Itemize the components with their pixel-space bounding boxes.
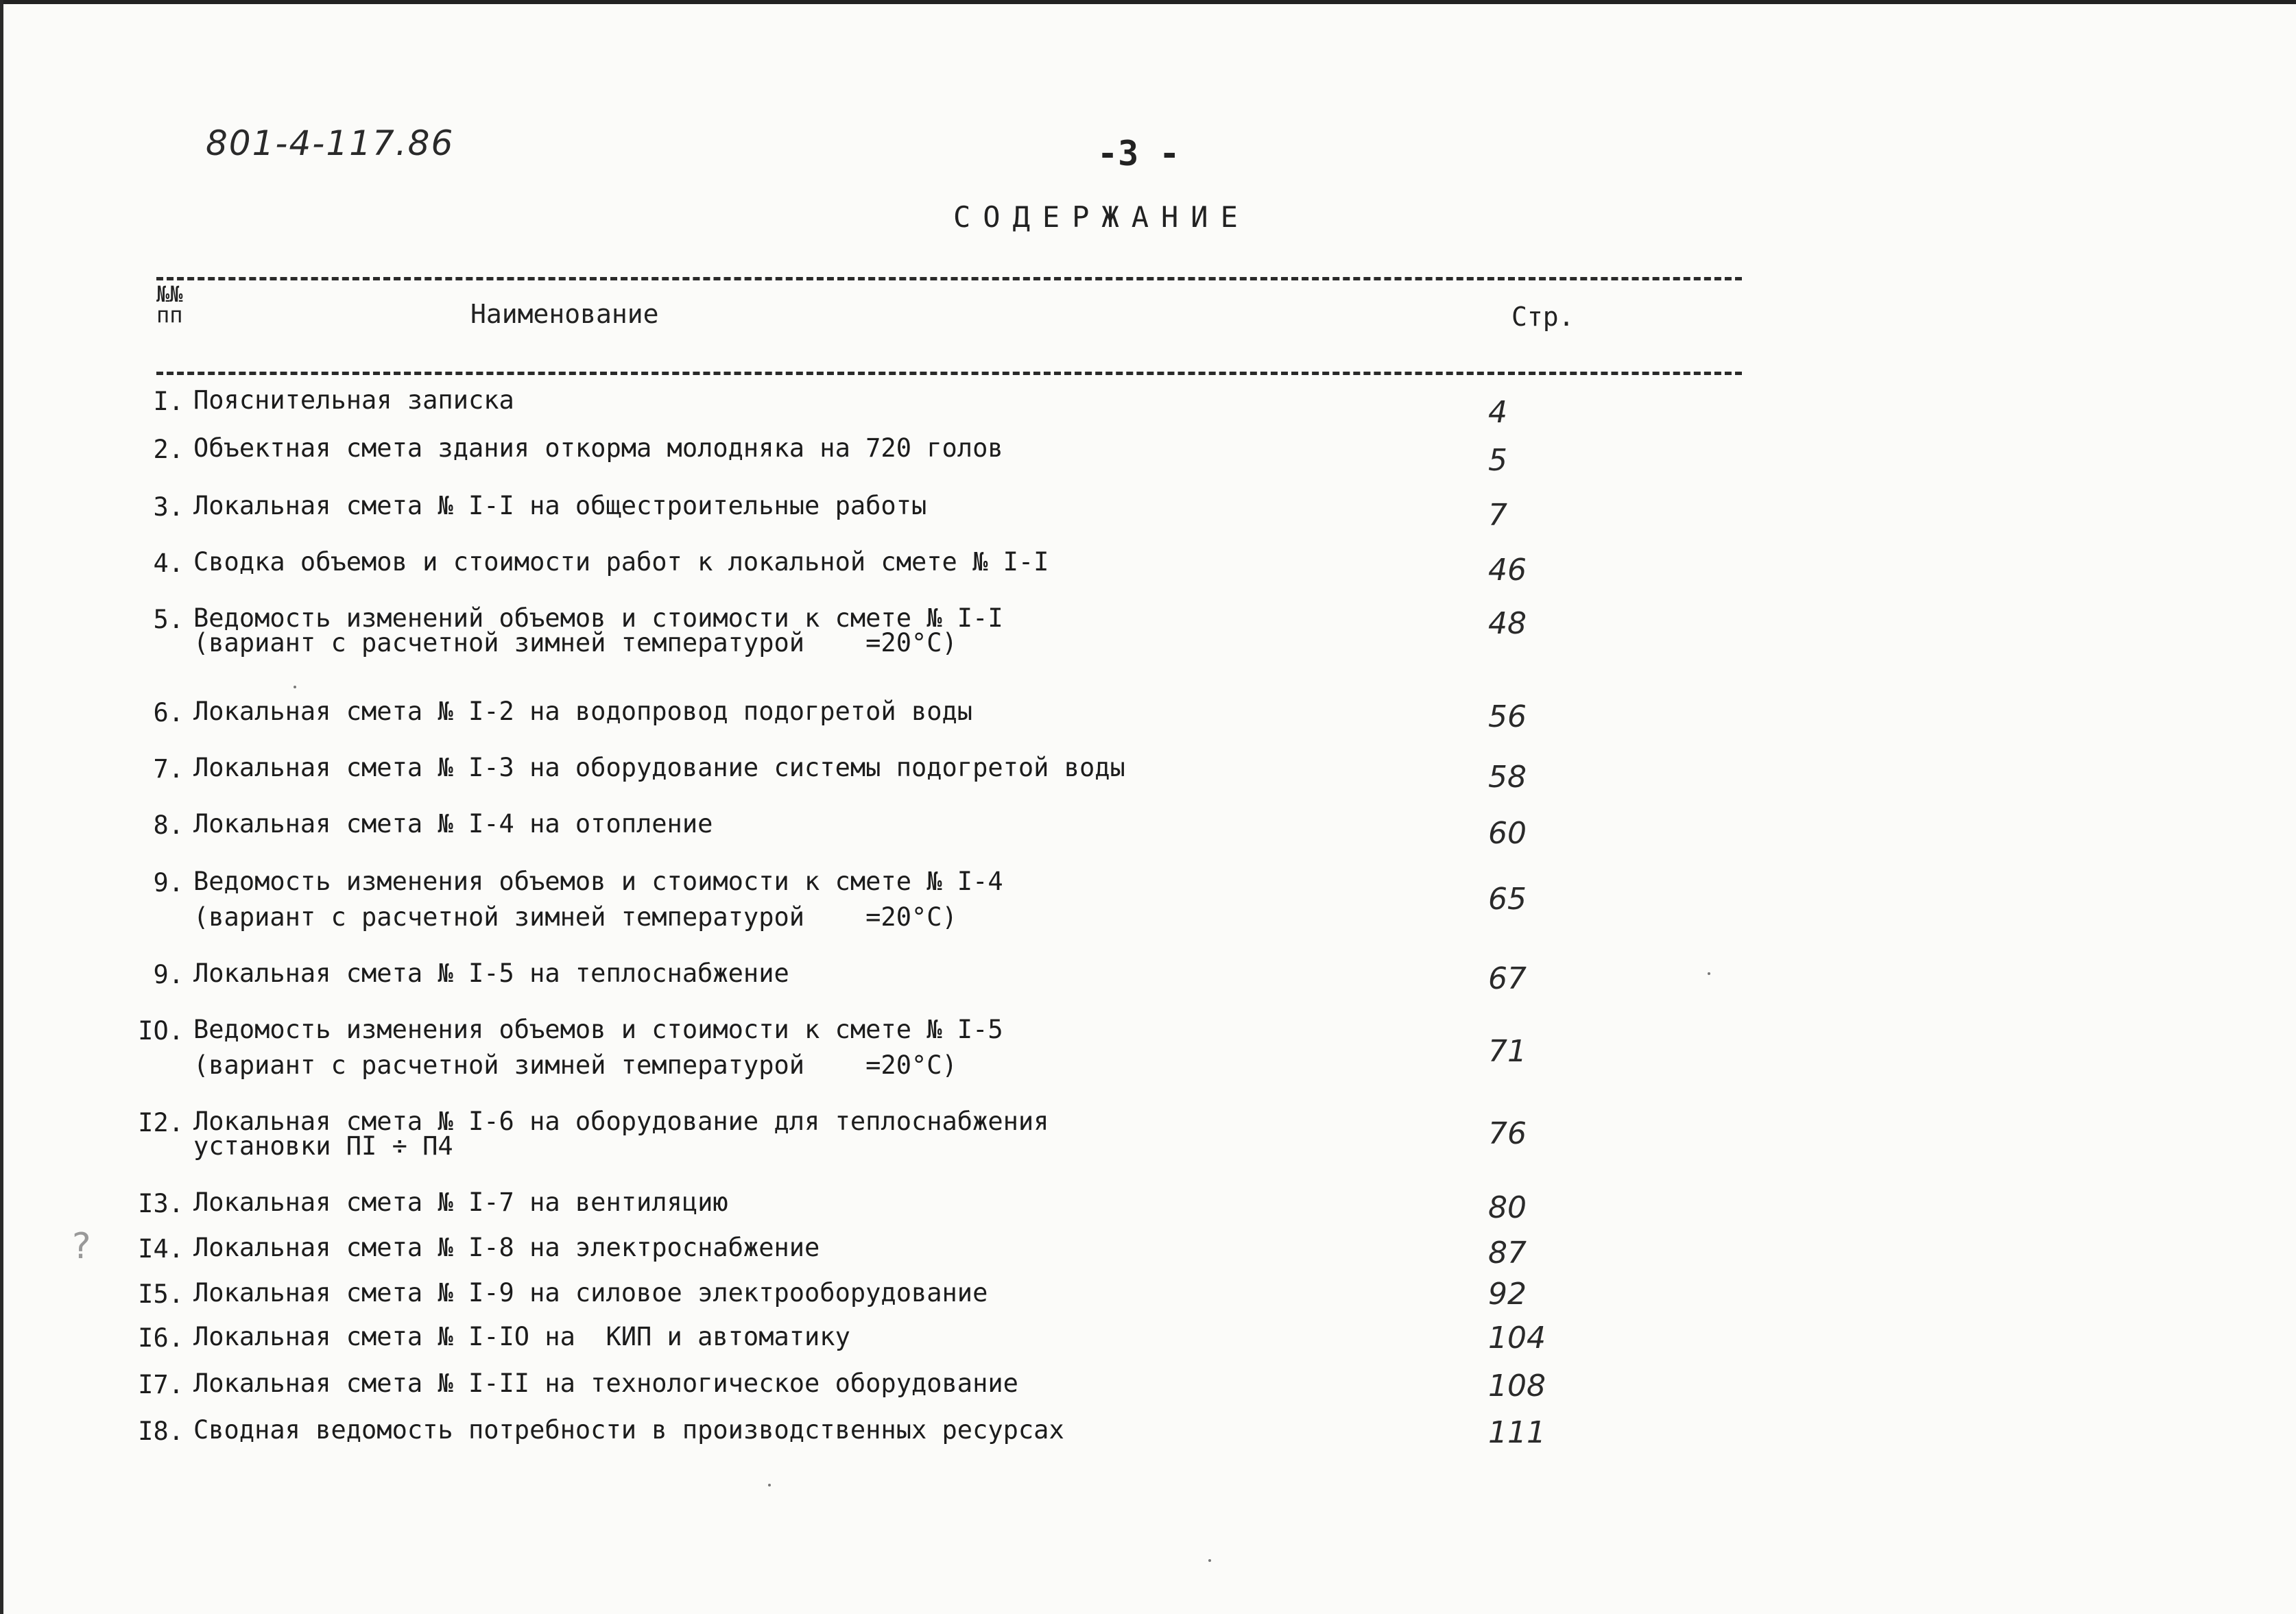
row-number: I. (153, 387, 184, 416)
row-number: 6. (153, 698, 184, 727)
row-title (193, 491, 1496, 520)
row-number: I7. (138, 1370, 184, 1399)
row-title-line-2: (вариант с расчетной зимней температурой =20°С) (193, 902, 957, 932)
row-number: 8. (153, 810, 184, 840)
row-number: 7. (153, 754, 184, 784)
row-title-line: Локальная смета № I-I на общестроительные работы (193, 491, 927, 520)
row-title (193, 1233, 1496, 1262)
row-page: 76 (1488, 1116, 1527, 1151)
scan-border-left (0, 0, 3, 1614)
row-title (193, 1322, 1496, 1351)
row-title-line: Пояснительная записка (193, 385, 514, 415)
row-number: I5. (138, 1279, 184, 1309)
row-title-line: Локальная смета № I-6 на оборудование для теплоснабжения (193, 1107, 1049, 1136)
row-page: 87 (1488, 1236, 1527, 1270)
row-page: 111 (1488, 1415, 1546, 1450)
row-title-line-2: (вариант с расчетной зимней температурой =20°С) (193, 1050, 957, 1080)
header-number-label: №№ пп (156, 281, 183, 328)
header-page-column: Стр. (1511, 302, 1575, 332)
margin-question-mark: ? (72, 1226, 91, 1267)
row-title-line: Локальная смета № I-3 на оборудование системы подогретой воды (193, 753, 1125, 782)
row-title-line: Локальная смета № I-4 на отопление (193, 809, 713, 839)
row-title-line-2: установки ПI ÷ П4 (193, 1131, 453, 1161)
scan-speck (1208, 1559, 1211, 1562)
row-page: 108 (1488, 1369, 1546, 1404)
row-title-line: Локальная смета № I-9 на силовое электрооборудование (193, 1278, 988, 1308)
scan-border-top (0, 0, 2296, 4)
row-title (193, 1278, 1496, 1308)
header-bottom-rule (156, 372, 1742, 375)
row-page: 67 (1488, 961, 1527, 996)
row-title-line: Сводная ведомость потребности в производственных ресурсах (193, 1415, 1064, 1445)
row-title (193, 385, 1496, 415)
row-title-line: Локальная смета № I-8 на электроснабжение (193, 1233, 820, 1262)
row-title (193, 1190, 1496, 1215)
row-title-line: Локальная смета № I-2 на водопровод подогретой воды (193, 697, 973, 726)
row-number: I3. (138, 1189, 184, 1218)
row-number: 4. (153, 549, 184, 578)
row-number: I8. (138, 1417, 184, 1446)
row-number: I4. (138, 1234, 184, 1264)
row-title-line: Сводка объемов и стоимости работ к локальной смете № I-I (193, 547, 1049, 577)
row-page: 58 (1488, 760, 1527, 795)
row-title (193, 1109, 1496, 1159)
row-title (193, 1017, 1496, 1078)
row-title-line: Объектная смета здания откорма молодняка на 720 голов (193, 433, 1003, 463)
row-title (193, 1371, 1496, 1396)
row-title (193, 961, 1496, 986)
row-title-line-2: (вариант с расчетной зимней температурой =20°С) (193, 628, 957, 658)
row-page: 65 (1488, 882, 1527, 917)
header-number-column (156, 281, 183, 328)
row-title (193, 809, 1496, 839)
row-number: 2. (153, 435, 184, 464)
row-title-line: Локальная смета № I-5 на теплоснабжение (193, 959, 789, 988)
row-page: 7 (1488, 498, 1507, 533)
row-number: IO. (138, 1016, 184, 1046)
scan-speck (294, 686, 296, 688)
row-title-line: Локальная смета № I-II на технологическое оборудование (193, 1369, 1018, 1398)
row-page: 48 (1488, 606, 1527, 641)
scan-speck (1708, 972, 1710, 975)
row-title (193, 753, 1496, 782)
header-top-rule (156, 277, 1742, 280)
row-page: 71 (1488, 1034, 1527, 1069)
row-title (193, 1415, 1496, 1445)
row-page: 92 (1488, 1277, 1527, 1312)
row-page: 4 (1488, 395, 1507, 430)
row-title-line: Локальная смета № I-IO на КИП и автоматику (193, 1322, 850, 1351)
row-title-line: Ведомость изменения объемов и стоимости к смете № I-4 (193, 867, 1003, 896)
row-title-line: Ведомость изменений объемов и стоимости к смете № I-I (193, 603, 1003, 633)
row-title-line: Ведомость изменения объемов и стоимости к смете № I-5 (193, 1015, 1003, 1044)
row-number: 9. (153, 868, 184, 898)
document-code: 801-4-117.86 (206, 123, 455, 163)
row-number: I2. (138, 1108, 184, 1137)
row-title (193, 603, 1496, 658)
row-page: 60 (1488, 816, 1527, 851)
row-title (193, 433, 1496, 463)
row-number: 5. (153, 605, 184, 634)
row-title (193, 869, 1496, 930)
row-number: 3. (153, 492, 184, 522)
row-page: 46 (1488, 553, 1527, 588)
row-number: I6. (138, 1323, 184, 1353)
row-page: 80 (1488, 1190, 1527, 1225)
row-page: 5 (1488, 443, 1507, 478)
page-title: СОДЕРЖАНИЕ (953, 200, 1250, 234)
header-name-column: Наименование (470, 299, 659, 329)
scan-speck (768, 1484, 771, 1486)
row-title (193, 699, 1496, 724)
row-page: 104 (1488, 1321, 1546, 1356)
row-title (193, 547, 1496, 577)
row-title-line: Локальная смета № I-7 на вентиляцию (193, 1188, 728, 1217)
row-page: 56 (1488, 699, 1527, 734)
page-number: -3 - (1097, 134, 1180, 173)
row-number: 9. (153, 960, 184, 989)
